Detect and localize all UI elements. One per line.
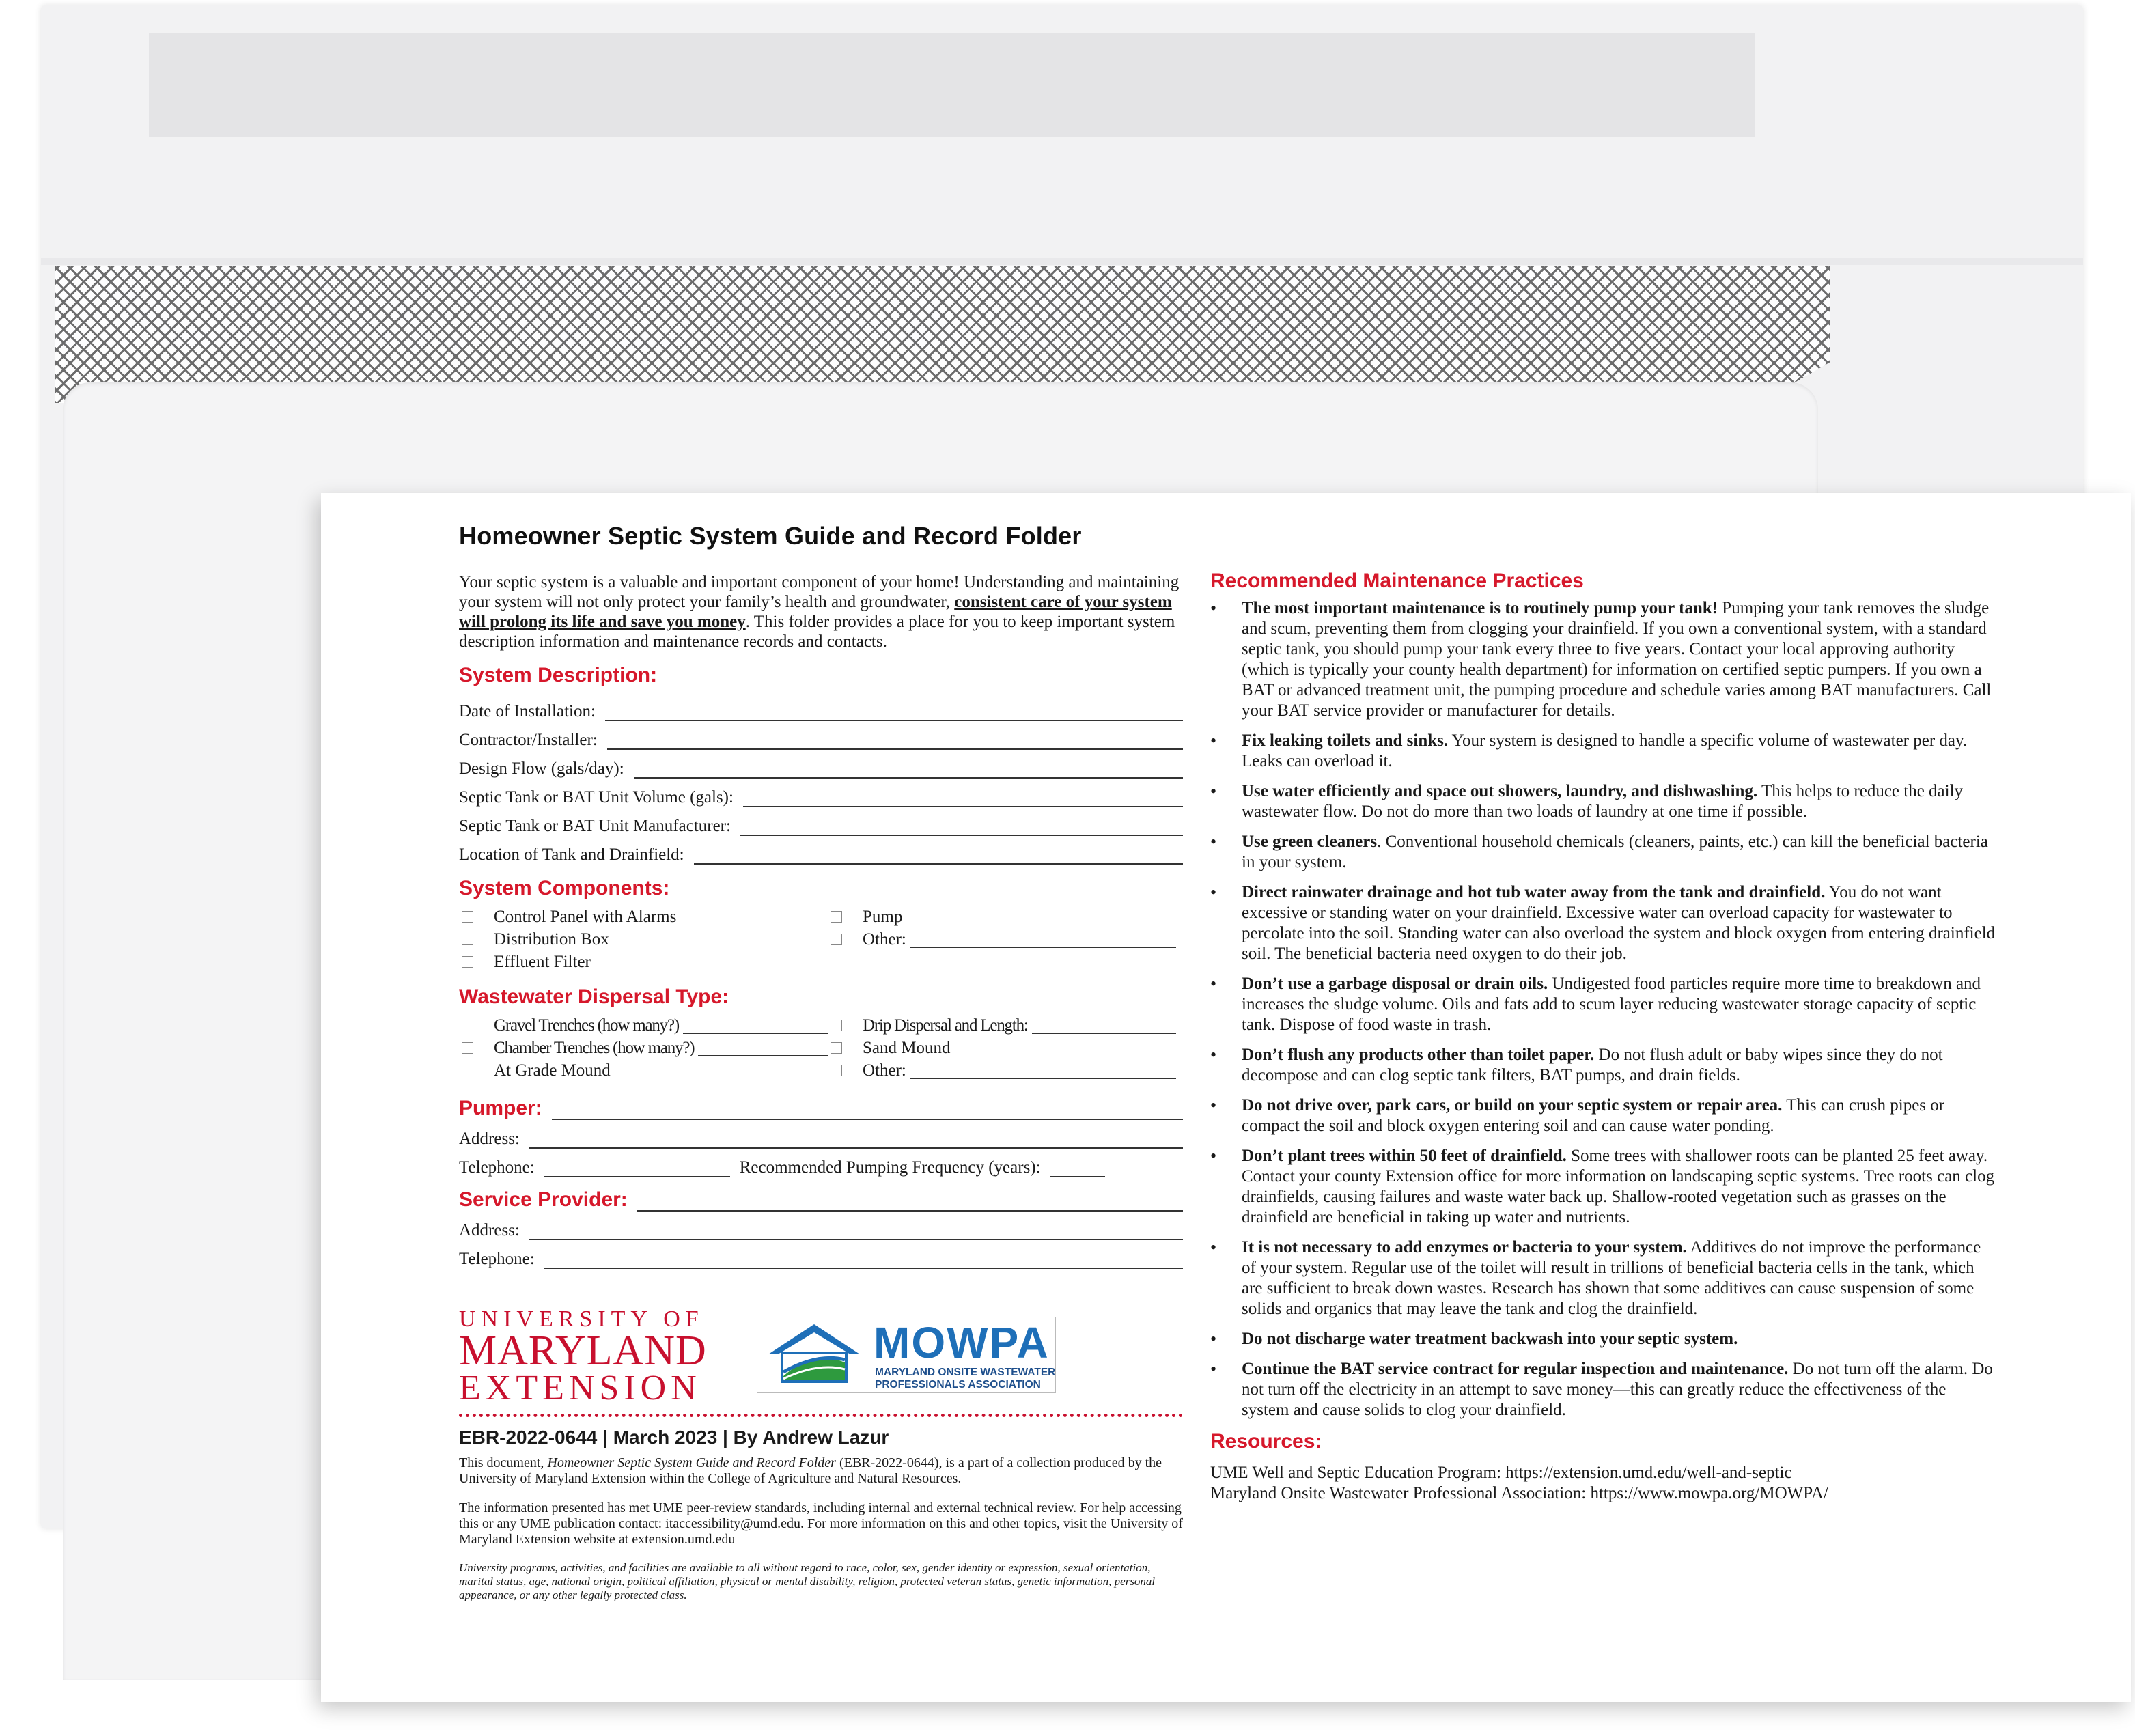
checkbox-label: Chamber Trenches (how many?) <box>494 1039 695 1057</box>
field-tank-manufacturer[interactable] <box>459 807 1183 836</box>
envelope-flap-fold <box>41 258 2083 265</box>
checkbox-icon[interactable] <box>831 911 842 923</box>
house-icon <box>763 1321 865 1387</box>
checkbox-gravel-trenches[interactable] <box>459 1014 828 1037</box>
fill-line[interactable] <box>698 1040 828 1056</box>
mowpa-subtitle-1: MARYLAND ONSITE WASTEWATER <box>875 1367 1056 1378</box>
footer-text: This document, <box>459 1455 548 1470</box>
maintenance-list <box>1210 598 1996 1420</box>
pumper-heading: Pumper: <box>459 1097 542 1119</box>
field-tank-location[interactable] <box>459 836 1183 865</box>
field-tank-volume[interactable] <box>459 779 1183 807</box>
field-label: Address: <box>459 1130 520 1148</box>
checkbox-distribution-box[interactable] <box>459 928 828 951</box>
maintenance-item-title: Don’t plant trees within 50 feet of drainfield. <box>1242 1147 1567 1165</box>
resources-list <box>1210 1463 1996 1504</box>
envelope-seal-strip <box>149 33 1755 137</box>
checkbox-label: Gravel Trenches (how many?) <box>494 1016 679 1035</box>
maintenance-item <box>1210 731 1996 772</box>
maintenance-item <box>1210 781 1996 822</box>
system-description-heading: System Description: <box>459 664 658 686</box>
maintenance-item-text: Additives do not improve the performance of your system. Regular use of the toilet will result in trillions of beneficial bacteria cells in the tank, which are sufficient to break down wastes. Research has shown that some additives can cause suspension of some solids and organics that may leave the tank and clog the drainfield. <box>1242 1238 1981 1318</box>
maintenance-item-text: Some trees with shallower roots can be planted 25 feet away. Contact your county Extension office for more information on landscaping septic systems. Tree roots can clog drainfields, causing failures and waste water back up. Shallow-rooted vegetation such as grasses on the drainfield are beneficial in taking up water and nutrients. <box>1242 1147 1995 1227</box>
dotted-divider <box>459 1414 1183 1417</box>
field-label: Date of Installation: <box>459 702 596 720</box>
footer-text: (EBR-2022-0644), is a part of a collection produced by the University of Maryland Extension within the College of Agriculture and Natural Resources. <box>459 1455 1162 1486</box>
fill-line[interactable] <box>694 847 1183 865</box>
maintenance-item-text: . Conventional household chemicals (cleaners, paints, etc.) can kill the beneficial bacteria in your system. <box>1242 832 1988 871</box>
checkbox-icon[interactable] <box>831 1020 842 1031</box>
logos-row <box>459 1307 1183 1410</box>
maintenance-item-title: Use green cleaners <box>1242 832 1378 851</box>
maintenance-item <box>1210 882 1996 964</box>
maintenance-item-title: Don’t flush any products other than toilet paper. <box>1242 1046 1595 1064</box>
maintenance-item-title: Don’t use a garbage disposal or drain oils. <box>1242 975 1548 993</box>
checkbox-icon[interactable] <box>462 934 473 945</box>
fill-line[interactable] <box>552 1102 1183 1120</box>
field-pumper[interactable] <box>459 1086 1183 1120</box>
checkbox-chamber-trenches[interactable] <box>459 1037 828 1059</box>
pumping-frequency-label: Recommended Pumping Frequency (years): <box>739 1158 1041 1177</box>
checkbox-pump[interactable] <box>828 906 1176 928</box>
document-title: Homeowner Septic System Guide and Record Folder <box>459 522 1082 550</box>
resources-heading: Resources: <box>1210 1430 1322 1453</box>
checkbox-label: Pump <box>863 908 903 926</box>
checkbox-icon[interactable] <box>831 1042 842 1054</box>
maintenance-item-title: Use water efficiently and space out showers, laundry, and dishwashing. <box>1242 782 1758 800</box>
checkbox-icon[interactable] <box>462 1042 473 1054</box>
maintenance-item <box>1210 1329 1996 1349</box>
maintenance-item <box>1210 1045 1996 1086</box>
maintenance-item-text: Undigested food particles require more time to breakdown and increases the sludge volume. Oils and fats add to scum layer reducing wastewater storage capacity of septic tank. Dispose of food waste in trash. <box>1242 975 1981 1034</box>
mowpa-name: MOWPA <box>874 1318 1050 1367</box>
checkbox-label: At Grade Mound <box>494 1061 611 1080</box>
field-label: Contractor/Installer: <box>459 731 598 749</box>
right-column <box>1210 570 1996 1504</box>
field-pumper-telephone[interactable] <box>459 1149 1183 1177</box>
maintenance-item-title: The most important maintenance is to routinely pump your tank! <box>1242 599 1718 617</box>
checkbox-label: Drip Dispersal and Length: <box>863 1016 1028 1035</box>
maintenance-item <box>1210 974 1996 1035</box>
system-components-heading: System Components: <box>459 877 670 899</box>
fill-line[interactable] <box>683 1018 828 1034</box>
checkbox-label: Distribution Box <box>494 930 609 949</box>
checkbox-effluent-filter[interactable] <box>459 951 828 973</box>
checkbox-icon[interactable] <box>462 1065 473 1076</box>
mowpa-subtitle-2: PROFESSIONALS ASSOCIATION <box>875 1379 1041 1390</box>
fill-line[interactable] <box>1032 1018 1176 1034</box>
maintenance-item <box>1210 1095 1996 1136</box>
checkbox-label: Effluent Filter <box>494 953 591 971</box>
publication-credit: EBR-2022-0644 | March 2023 | By Andrew Lazur <box>459 1427 889 1448</box>
nondiscrimination-statement: University programs, activities, and facilities are available to all without regard to race, color, sex, gender identity or expression, sexual orientation, marital status, age, national origin, political affiliation, physical or mental disability, religion, protected veteran status, genetic information, personal appearance, or any other legally protected class. <box>459 1561 1156 1601</box>
footer-paragraph-1 <box>459 1455 1183 1487</box>
mowpa-logo <box>757 1317 1056 1393</box>
maintenance-item-title: Do not discharge water treatment backwash into your septic system. <box>1242 1330 1738 1348</box>
checkbox-label: Other: <box>863 930 906 949</box>
field-label: Address: <box>459 1221 520 1240</box>
fill-line[interactable] <box>544 1160 730 1177</box>
checkbox-sand-mound[interactable] <box>828 1037 1176 1059</box>
checkbox-label: Other: <box>863 1061 906 1080</box>
fill-line[interactable] <box>743 789 1183 807</box>
field-contractor-installer[interactable] <box>459 721 1183 750</box>
maintenance-item <box>1210 832 1996 873</box>
checkbox-icon[interactable] <box>831 1065 842 1076</box>
umd-extension-logo <box>459 1307 707 1407</box>
field-label: Design Flow (gals/day): <box>459 759 624 778</box>
maintenance-item <box>1210 1146 1996 1228</box>
dispersal-checklist <box>459 1014 1183 1082</box>
footer-paragraph-2: The information presented has met UME peer-review standards, including internal and external technical review. For help accessing this or any UME publication contact: itaccessibility@umd.edu. For more information on this and other topics, visit the University of Maryland Extension website at extension.umd.edu <box>459 1500 1183 1547</box>
fill-line[interactable] <box>740 818 1183 836</box>
checkbox-icon[interactable] <box>462 1020 473 1031</box>
checkbox-other-dispersal[interactable] <box>828 1059 1176 1082</box>
intro-text-2: . This folder provides a place for you to keep important system description information and maintenance records and contacts. <box>459 613 1175 651</box>
checkbox-drip-dispersal[interactable] <box>828 1014 1176 1037</box>
field-label: Septic Tank or BAT Unit Manufacturer: <box>459 817 731 835</box>
maintenance-item-title: It is not necessary to add enzymes or bacteria to your system. <box>1242 1238 1687 1257</box>
field-service-provider[interactable] <box>459 1177 1183 1212</box>
checkbox-icon[interactable] <box>462 956 473 968</box>
maintenance-heading: Recommended Maintenance Practices <box>1210 570 1584 592</box>
fill-line[interactable] <box>529 1222 1183 1240</box>
checkbox-icon[interactable] <box>831 934 842 945</box>
field-design-flow[interactable] <box>459 750 1183 779</box>
field-label: Telephone: <box>459 1158 535 1177</box>
maintenance-item-text: Do not turn off the alarm. Do not turn off the electricity in an attempt to save money—this can greatly reduce the effectiveness of the system and cause solids to clog your drainfield. <box>1242 1360 1993 1419</box>
dispersal-type-heading: Wastewater Dispersal Type: <box>459 985 729 1008</box>
resource-link-ume[interactable]: UME Well and Septic Education Program: https://extension.umd.edu/well-and-septic <box>1210 1464 1792 1482</box>
maintenance-item-text: Do not flush adult or baby wipes since they do not decompose and can clog septic tank filters, BAT pumps, and drain fields. <box>1242 1046 1943 1084</box>
maintenance-item-text: You do not want excessive or standing water on your drainfield. Excessive water can overload capacity for wastewater to percolate into the soil. Standing water can also overload the system and block oxygen from entering drainfield soil. The beneficial bacteria need oxygen to do their job. <box>1242 883 1996 963</box>
checkbox-other-component[interactable] <box>828 928 1176 951</box>
fill-line[interactable] <box>544 1251 1183 1269</box>
checkbox-control-panel[interactable] <box>459 906 828 928</box>
resource-link-mowpa[interactable]: Maryland Onsite Wastewater Professional Association: https://www.mowpa.org/MOWPA/ <box>1210 1484 1828 1502</box>
fill-line[interactable] <box>605 703 1183 721</box>
record-folder-card <box>321 493 2131 1702</box>
checkbox-label: Sand Mound <box>863 1039 951 1057</box>
fill-line[interactable] <box>637 1194 1183 1212</box>
maintenance-item <box>1210 1237 1996 1319</box>
maintenance-item-text: This can crush pipes or compact the soil and block oxygen entering soil and can cause water ponding. <box>1242 1096 1945 1135</box>
maintenance-item-title: Fix leaking toilets and sinks. <box>1242 731 1449 750</box>
umd-logo-line3: EXTENSION <box>459 1369 701 1408</box>
fill-line[interactable] <box>910 1063 1176 1079</box>
fill-line[interactable] <box>607 732 1183 750</box>
fill-line[interactable] <box>1050 1160 1105 1177</box>
footer-doc-title: Homeowner Septic System Guide and Record Folder <box>547 1455 836 1470</box>
umd-logo-line2: MARYLAND <box>459 1328 707 1374</box>
field-date-of-installation[interactable] <box>459 692 1183 721</box>
intro-paragraph <box>459 572 1183 652</box>
maintenance-item-title: Continue the BAT service contract for regular inspection and maintenance. <box>1242 1360 1789 1378</box>
field-label: Telephone: <box>459 1250 535 1268</box>
left-column <box>459 522 1183 1602</box>
field-label: Location of Tank and Drainfield: <box>459 845 684 864</box>
maintenance-item <box>1210 1359 1996 1420</box>
intro-emphasis: consistent care of your system will prolong its life and save you money <box>459 593 1172 631</box>
checkbox-label: Control Panel with Alarms <box>494 908 677 926</box>
maintenance-item-text: Your system is designed to handle a specific volume of wastewater per day. Leaks can overload it. <box>1242 731 1968 770</box>
maintenance-item-title: Do not drive over, park cars, or build on your septic system or repair area. <box>1242 1096 1783 1115</box>
service-provider-heading: Service Provider: <box>459 1188 628 1211</box>
maintenance-item-title: Direct rainwater drainage and hot tub water away from the tank and drainfield. <box>1242 883 1826 901</box>
system-components-checklist <box>459 906 1183 973</box>
maintenance-item <box>1210 598 1996 721</box>
field-pumper-address[interactable] <box>459 1120 1183 1149</box>
fill-line[interactable] <box>910 932 1176 948</box>
fill-line[interactable] <box>529 1131 1183 1149</box>
field-provider-telephone[interactable] <box>459 1240 1183 1269</box>
maintenance-item-text: This helps to reduce the daily wastewater flow. Do not do more than two loads of laundry at one time if possible. <box>1242 782 1964 821</box>
field-provider-address[interactable] <box>459 1212 1183 1240</box>
checkbox-icon[interactable] <box>462 911 473 923</box>
maintenance-item-text: Pumping your tank removes the sludge and scum, preventing them from clogging your drainfield. If you own a conventional system, with a standard septic tank, you should pump your tank every three to five years. Contact your local approving authority (which is typically your county health department) for information on certified septic pumpers. If you own a BAT or advanced treatment unit, the pumping procedure and schedule varies among BAT manufacturers. Call your BAT service provider or manufacturer for details. <box>1242 599 1992 720</box>
intro-text-1: Your septic system is a valuable and important component of your home! Understanding and maintaining your system will not only protect your family’s health and groundwater, <box>459 573 1180 611</box>
field-label: Septic Tank or BAT Unit Volume (gals): <box>459 788 734 807</box>
umd-logo-line1: UNIVERSITY OF <box>459 1306 704 1332</box>
fill-line[interactable] <box>634 761 1183 779</box>
checkbox-at-grade-mound[interactable] <box>459 1059 828 1082</box>
